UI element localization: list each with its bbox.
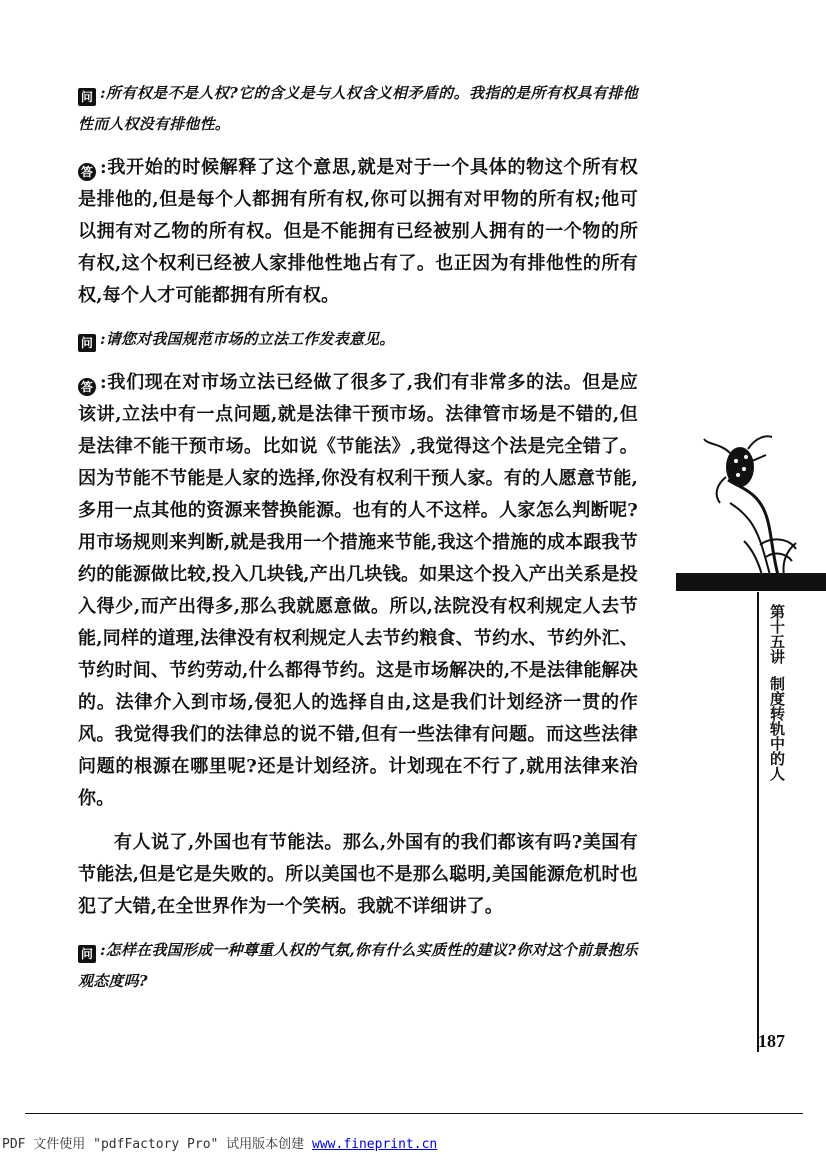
question-paragraph-1 <box>78 78 638 140</box>
question-text: :所有权是不是人权?它的含义是与人权含义相矛盾的。我指的是所有权具有排他性而人权没有排他性。 <box>78 84 638 133</box>
question-text: :怎样在我国形成一种尊重人权的气氛,你有什么实质性的建议?你对这个前景抱乐观态度吗? <box>78 941 638 990</box>
question-marker: 问 <box>78 88 96 106</box>
question-paragraph-3 <box>78 935 638 997</box>
footer-rule <box>25 1113 803 1114</box>
question-marker: 问 <box>78 334 96 352</box>
main-text <box>78 78 638 1009</box>
answer-paragraph-2 <box>78 367 638 815</box>
body-paragraph <box>78 827 638 923</box>
chapter-title: 制度转轨中的人 <box>768 676 786 781</box>
answer-paragraph-1 <box>78 152 638 312</box>
body-text: 有人说了,外国也有节能法。那么,外国有的我们都该有吗?美国有节能法,但是它是失败的。所以美国也不是那么聪明,美国能源危机时也犯了大错,在全世界作为一个笑柄。我就不详细讲了。 <box>78 832 638 917</box>
answer-text: :我开始的时候解释了这个意思,就是对于一个具体的物这个所有权是排他的,但是每个人都拥有所有权,你可以拥有对甲物的所有权;他可以拥有对乙物的所有权。但是不能拥有已经被别人拥有的一个物的所有权,这个权利已经被人家排他性地占有了。也正因为有排他性的所有权,每个人才可能都拥有所有权。 <box>78 157 638 306</box>
question-text: :请您对我国规范市场的立法工作发表意见。 <box>100 330 395 348</box>
chapter-number: 第十五讲 <box>768 604 786 664</box>
chapter-tab-bar <box>676 573 826 591</box>
page-number: 187 <box>758 1031 785 1051</box>
decorative-bird-illustration <box>700 425 800 575</box>
question-paragraph-2 <box>78 324 638 355</box>
chapter-sidebar <box>765 604 785 781</box>
question-marker: 问 <box>78 945 96 963</box>
footer-text: PDF 文件使用 "pdfFactory Pro" 试用版本创建 <box>2 1137 313 1152</box>
answer-text: :我们现在对市场立法已经做了很多了,我们有非常多的法。但是应该讲,立法中有一点问题,就是法律干预市场。法律管市场是不错的,但是法律不能干预市场。比如说《节能法》,我觉得这个法是完全错了。因为节能不节能是人家的选择,你没有权利干预人家。有的人愿意节能,多用一点其他的资源来替换能源。也有的人不这样。人家怎么判断呢?用市场规则来判断,就是我用一个措施来节能,我这个措施的成本跟我节约的能源做比较,投入几块钱,产出几块钱。如果这个投入产出关系是投入得少,而产出得多,那么我就愿意做。所以,法院没有权利规定人去节能,同样的道理,法律没有权利规定人去节约粮食、节约水、节约外汇、节约时间、节约劳动,什么都得节约。这是市场解决的,不是法律能解决的。法律介入到市场,侵犯人的选择自由,这是我们计划经济一贯的作风。我觉得我们的法律总的说不错,但有一些法律有问题。而这些法律问题的根源在哪里呢?还是计划经济。计划现在不行了,就用法律来治你。 <box>78 372 638 809</box>
answer-marker: 答 <box>78 163 96 181</box>
pdf-footer <box>2 1137 437 1153</box>
answer-marker: 答 <box>78 378 96 396</box>
margin-divider <box>757 592 759 1052</box>
footer-link[interactable]: www.fineprint.cn <box>312 1137 438 1152</box>
